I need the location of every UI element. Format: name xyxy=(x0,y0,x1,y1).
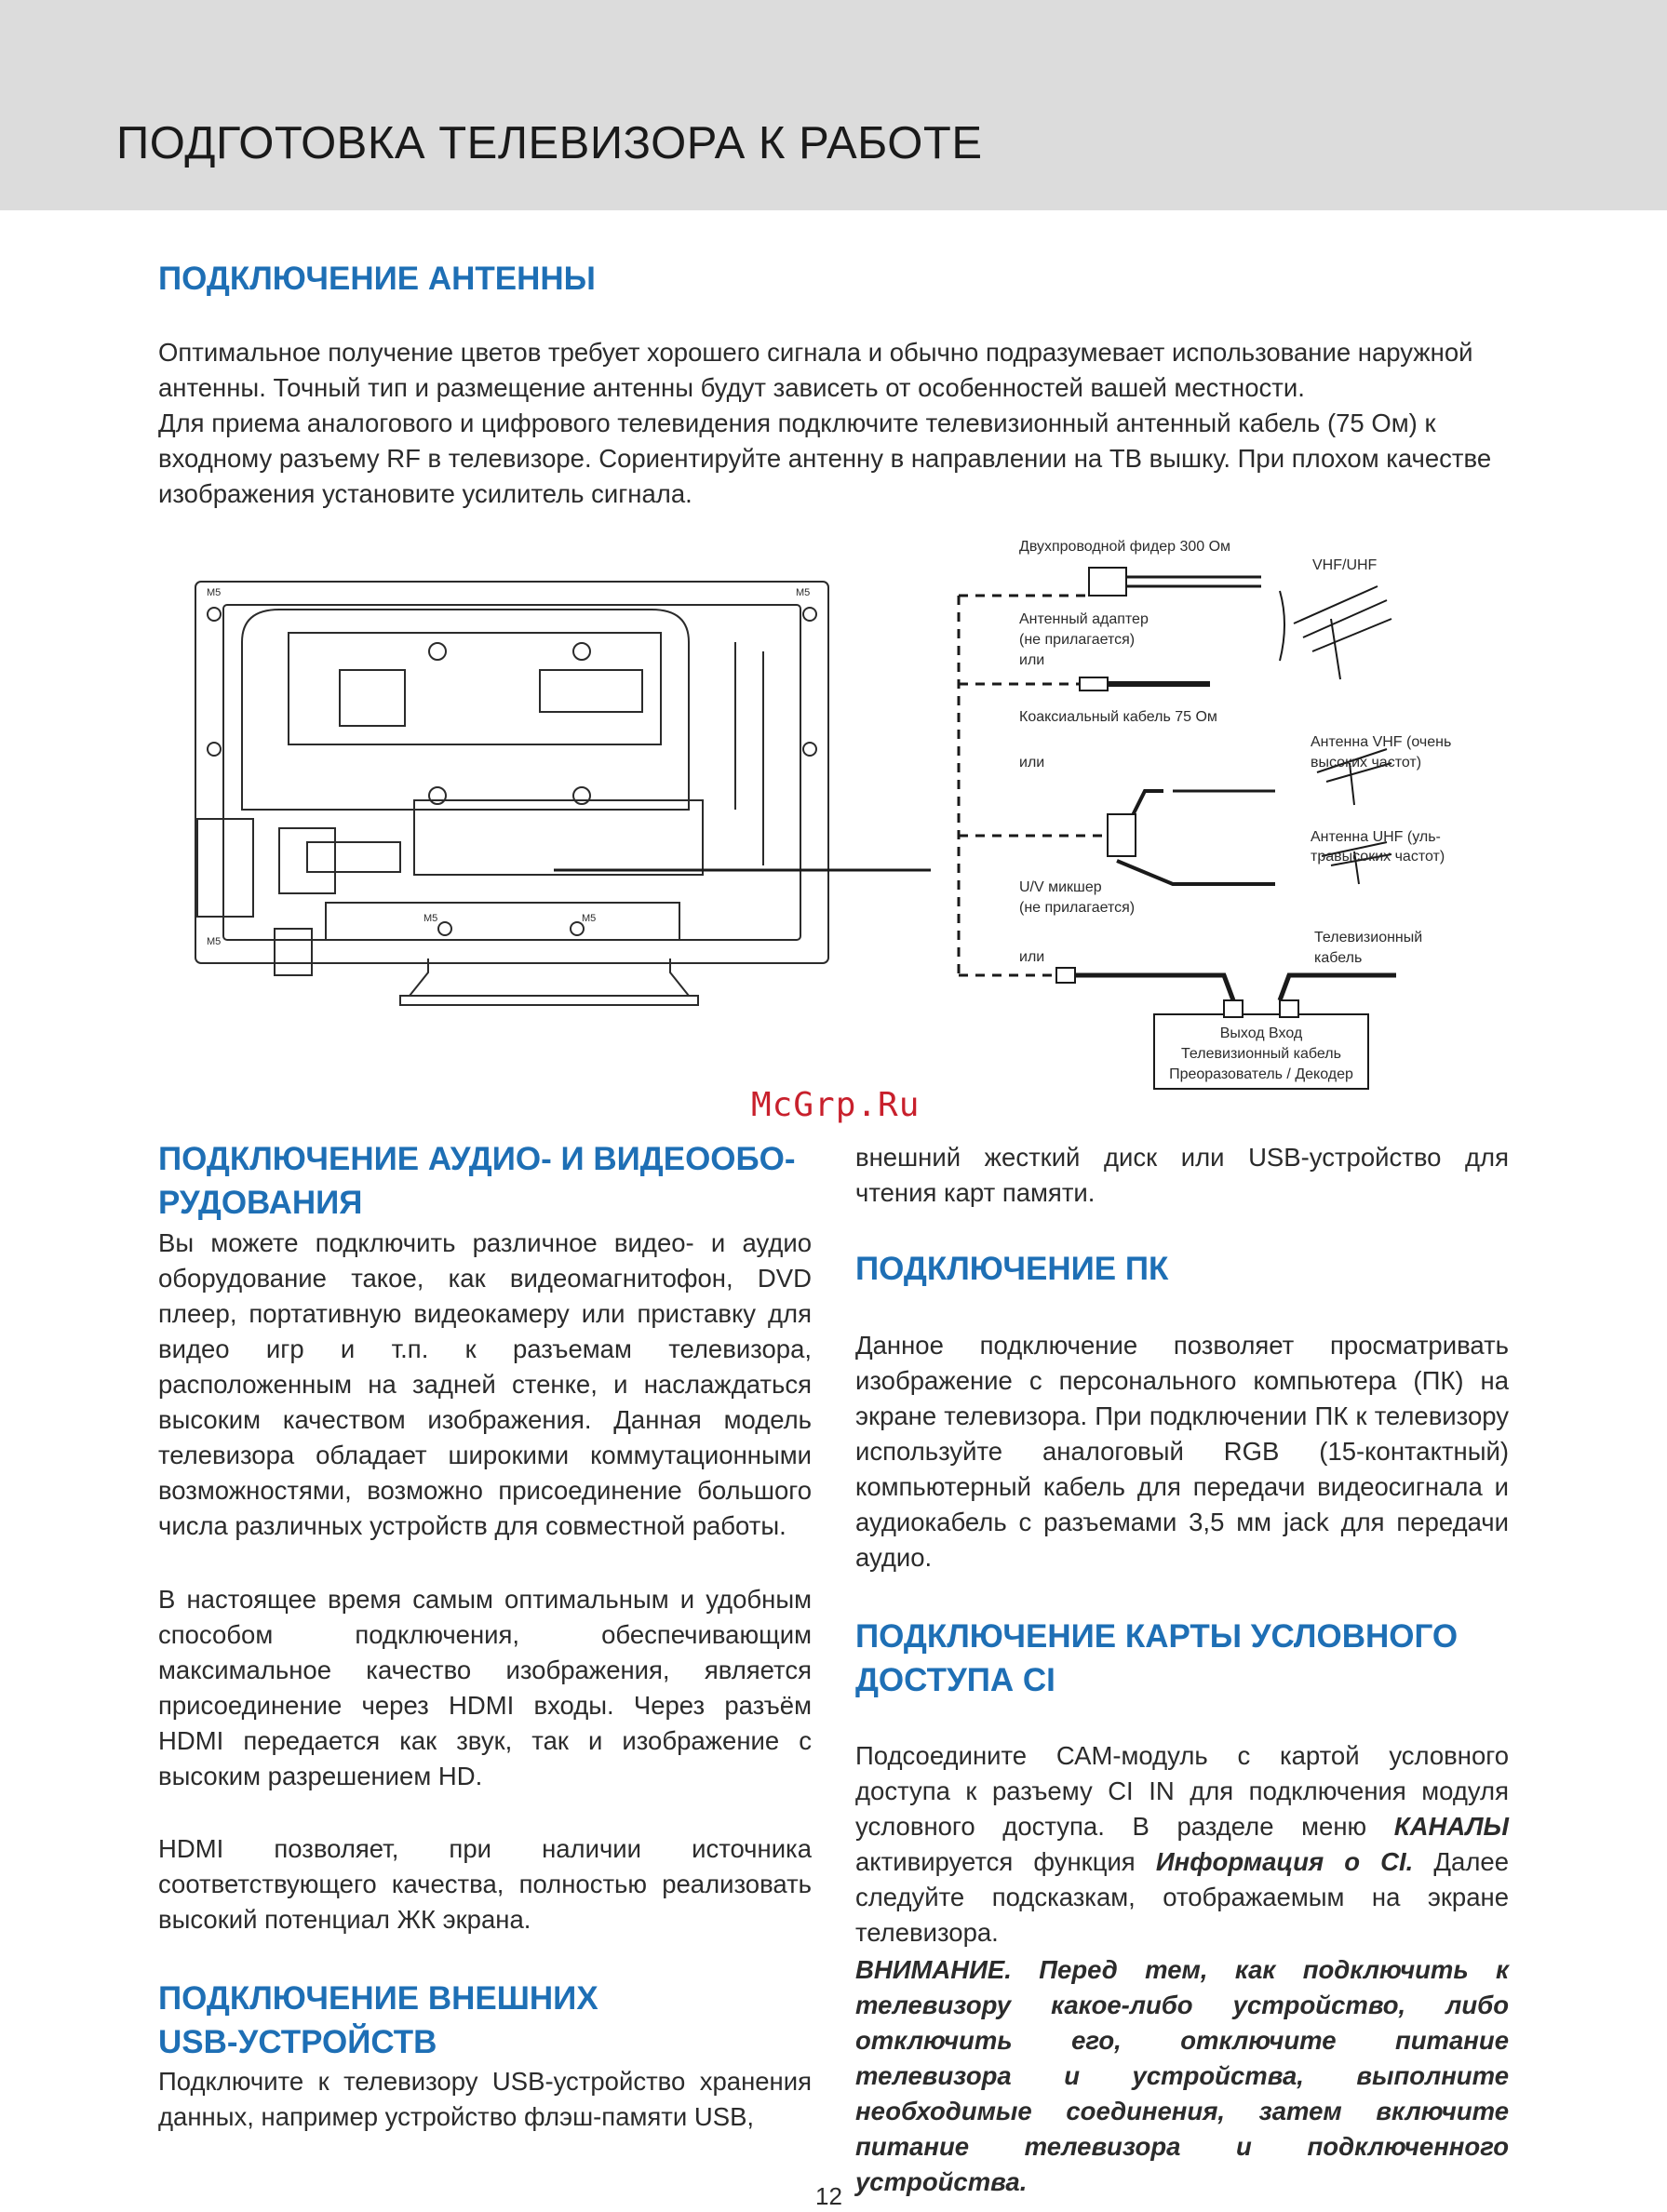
vhf-uhf-label: VHF/UHF xyxy=(1312,557,1378,573)
ci-text: Подсоедините САМ-модуль с картой условного доступа к разъему CI IN для подключения модуля условного доступа. В разделе меню xyxy=(855,1741,1509,1841)
tv-cable-label: Телевизионный xyxy=(1314,930,1423,945)
tv-back-panel-illustration xyxy=(195,582,828,1005)
antenna-text-line: Оптимальное получение цветов требует хорошего сигнала и обычно подразумевает использование наружной xyxy=(158,338,1473,367)
antenna-connection-diagram xyxy=(186,530,1452,1103)
av-heading-line: РУДОВАНИЯ xyxy=(158,1185,363,1221)
watermark: McGrp.Ru xyxy=(751,1086,921,1124)
port-mark: M5 xyxy=(582,913,597,924)
decoder-output-port xyxy=(1224,1000,1243,1017)
port-mark: M5 xyxy=(207,587,222,598)
usb-paragraph: Подключите к телевизору USB-устройство хранения данных, например устройство флэш-памяти USB, xyxy=(158,2067,812,2131)
av-paragraph-3: HDMI позволяет, при наличии источника соответствующего качества, полностью реализовать высокий потенциал ЖК экрана. xyxy=(158,1834,812,1934)
usb-heading xyxy=(158,1977,598,2064)
header-band xyxy=(0,0,1667,210)
coax-label: Коаксиальный кабель 75 Ом xyxy=(1019,709,1217,725)
warning-note: ВНИМАНИЕ. Перед тем, как подключить к телевизору какое-либо устройство, либо отключить его, отключите питание телевизора и устройства, выполните необходимые соединения, затем включите питание телевизора и подключенного устройства. xyxy=(855,1955,1509,2196)
ci-heading-line: ДОСТУПА CI xyxy=(855,1662,1055,1698)
vhf-antenna-label-2: высоких частот) xyxy=(1311,755,1422,771)
mixer-note: (не прилагается) xyxy=(1019,900,1136,916)
ci-function-name: Информация о CI. xyxy=(1155,1847,1414,1876)
box-label-1: Выход Вход xyxy=(1219,1026,1303,1041)
port-mark: M5 xyxy=(207,936,222,947)
page-title: ПОДГОТОВКА ТЕЛЕВИЗОРА К РАБОТЕ xyxy=(116,118,983,168)
port-mark: M5 xyxy=(423,913,438,924)
page-number: 12 xyxy=(815,2182,842,2210)
feeder-300-label: Двухпроводной фидер 300 Ом xyxy=(1019,539,1231,555)
antenna-text xyxy=(158,335,1513,512)
antenna-text-line: антенны. Точный тип и размещение антенны будут зависеть от особенностей вашей местности. xyxy=(158,373,1305,402)
antenna-text-line: изображения установите усилитель сигнала. xyxy=(158,479,692,508)
decoder-input-port xyxy=(1280,1000,1298,1017)
ci-text: активируется функция xyxy=(855,1847,1156,1876)
adapter-label: Антенный адаптер xyxy=(1019,611,1149,627)
adapter-connectors xyxy=(1056,568,1136,983)
ci-text: Далее следуйте подсказкам, отображаемым на экране телевизора. xyxy=(855,1847,1509,1947)
ci-heading-line: ПОДКЛЮЧЕНИЕ КАРТЫ УСЛОВНОГО xyxy=(855,1618,1459,1655)
antenna-heading: ПОДКЛЮЧЕНИЕ АНТЕННЫ xyxy=(158,261,596,297)
av-paragraph-2: В настоящее время самым оптимальным и удобным способом подключения, обеспечивающим максимальное качество изображения, является присоединение через HDMI входы. Через разъём HDMI передается как звук, так и изображение с высоким разрешением HD. xyxy=(158,1585,812,1790)
usb-heading-line: ПОДКЛЮЧЕНИЕ ВНЕШНИХ xyxy=(158,1980,598,2017)
av-heading-line: ПОДКЛЮЧЕНИЕ АУДИО- И ВИДЕООБО- xyxy=(158,1141,796,1177)
vhf-antenna-label: Антенна VHF (очень xyxy=(1311,734,1452,750)
ci-heading xyxy=(855,1615,1458,1702)
tv-cable-label-2: кабель xyxy=(1314,950,1363,966)
or-label: или xyxy=(1019,755,1045,771)
adapter-note: (не прилагается) xyxy=(1019,632,1136,648)
pc-paragraph: Данное подключение позволяет просматривать изображение с персонального компьютера (ПК) на экране телевизора. При подключении ПК к телевизору используйте аналоговый RGB (15-контактный) компьютерный кабель для передачи видеосигнала и аудиокабель с разъемами 3,5 мм jack для передачи аудио. xyxy=(855,1331,1509,1572)
antenna-text-line: Для приема аналогового и цифрового телевидения подключите телевизионный антенный кабель (75 Ом) к xyxy=(158,409,1436,437)
ci-paragraph xyxy=(855,1738,1509,1951)
mixer-label: U/V микшер xyxy=(1019,879,1102,895)
or-label: или xyxy=(1019,652,1045,668)
box-label-3: Преоразователь / Декодер xyxy=(1169,1066,1353,1082)
ci-menu-name: КАНАЛЫ xyxy=(1393,1812,1509,1841)
antenna-text-line: входному разъему RF в телевизоре. Сориентируйте антенну в направлении на ТВ вышку. При плохом качестве xyxy=(158,444,1492,473)
pc-heading: ПОДКЛЮЧЕНИЕ ПК xyxy=(855,1251,1169,1287)
or-label: или xyxy=(1019,949,1045,965)
av-heading xyxy=(158,1137,796,1225)
av-paragraph-1: Вы можете подключить различное видео- и аудио оборудование такое, как видеомагнитофон, DVD плеер, портативную видеокамеру или приставку для видео игр и т.п. к разъемам телевизора, расположенным на задней стенке, и наслаждаться высоким качеством изображения. Данная модель телевизора обладает широкими коммутационными возможностями, возможно присоединение большого числа различных устройств для совместной работы. xyxy=(158,1228,812,1540)
port-mark: M5 xyxy=(796,587,811,598)
usb-heading-line: USB-УСТРОЙСТВ xyxy=(158,2024,437,2060)
uhf-antenna-label-2: травысоких частот) xyxy=(1311,849,1445,865)
uhf-antenna-label: Антенна UHF (уль- xyxy=(1311,829,1441,845)
box-label-2: Телевизионный кабель xyxy=(1181,1046,1341,1062)
usb-paragraph-continued: внешний жесткий диск или USB-устройство для чтения карт памяти. xyxy=(855,1143,1509,1207)
screw-holes xyxy=(208,608,816,935)
